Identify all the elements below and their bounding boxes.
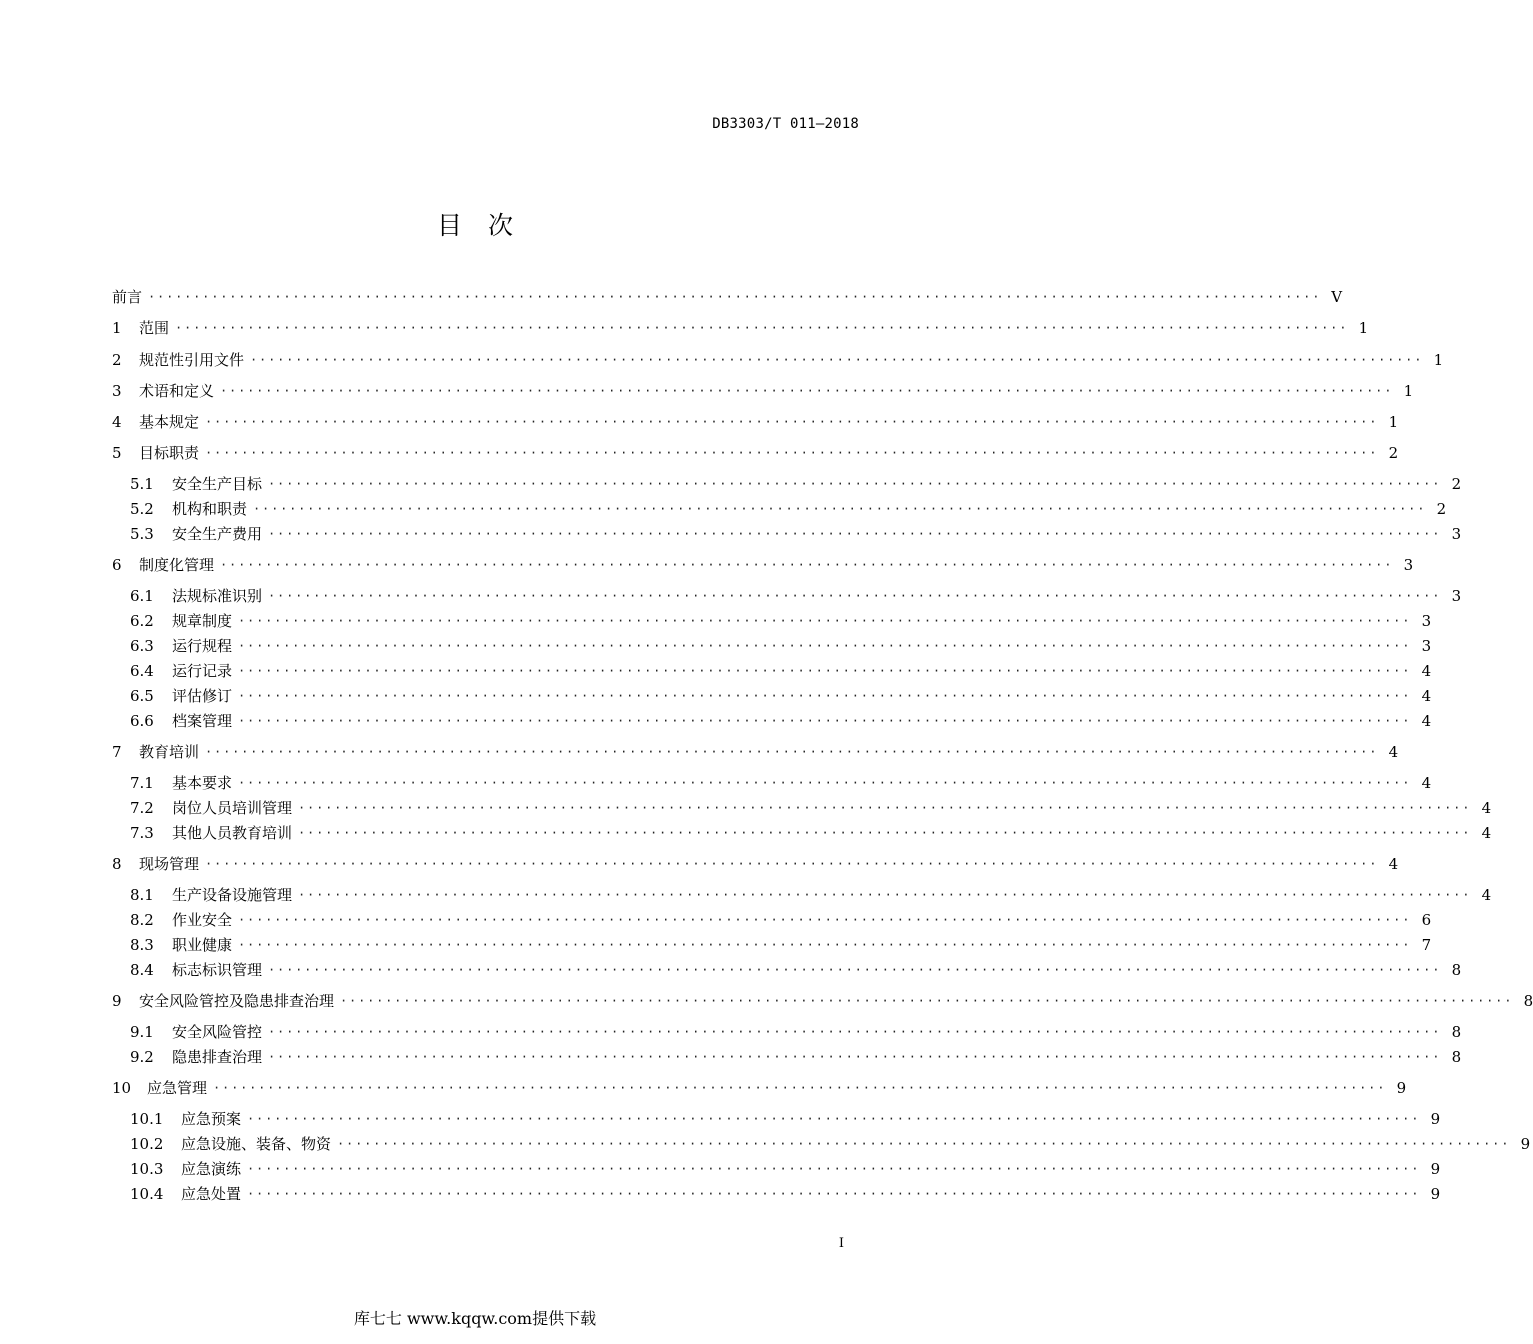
toc-entry[interactable] [130,586,1462,606]
toc-entry[interactable] [130,499,1447,519]
toc-leader: ·································································································································· [298,888,1472,902]
toc-page: 1 [1388,413,1399,431]
toc-leader: ·································································································································· [268,527,1442,541]
toc-page: 3 [1451,587,1462,605]
toc-entry[interactable] [112,555,1414,575]
toc-leader: ·································································································································· [205,415,1379,429]
toc-entry[interactable] [130,524,1462,544]
toc-label: 规章制度 [172,612,233,630]
toc-page: 6 [1421,911,1432,929]
toc-label: 基本要求 [172,774,233,792]
toc-label: 生产设备设施管理 [172,886,293,904]
toc-number: 7 [112,743,122,761]
toc-leader: ·································································································································· [250,353,1424,367]
toc-entry[interactable] [112,1078,1407,1098]
toc-page: 4 [1421,687,1432,705]
toc-number: 10.2 [130,1135,164,1153]
toc-label: 前言 [112,288,143,306]
toc-leader: ·································································································································· [148,290,1322,304]
toc-page: 4 [1421,662,1432,680]
toc-number: 2 [112,351,122,369]
toc-number: 10.4 [130,1185,164,1203]
toc-number: 8.2 [130,911,154,929]
toc-entry[interactable] [130,823,1492,843]
toc-page: 1 [1403,382,1414,400]
toc-entry[interactable] [130,1022,1462,1042]
toc-label: 机构和职责 [172,500,248,518]
toc-page: 8 [1523,992,1533,1010]
toc-entry[interactable] [130,885,1492,905]
toc-number: 5.3 [130,525,154,543]
toc-number: 4 [112,413,122,431]
toc-number: 6.5 [130,687,154,705]
page-title: 目次 [436,211,539,240]
toc-entry[interactable] [112,443,1399,463]
toc-entry[interactable] [130,1047,1462,1067]
toc-label: 法规标准识别 [172,587,263,605]
toc-leader: ·································································································································· [213,1081,1387,1095]
toc-page: 1 [1358,319,1369,337]
toc-page: 4 [1481,886,1492,904]
toc-leader: ·································································································································· [238,664,1412,678]
toc-number: 3 [112,382,122,400]
toc-number: 6.3 [130,637,154,655]
toc-leader: ·································································································································· [205,857,1379,871]
toc-entry[interactable] [130,935,1432,955]
toc-page: 4 [1388,743,1399,761]
toc-leader: ·································································································································· [238,938,1412,952]
toc-page: 4 [1421,712,1432,730]
toc-page: 9 [1396,1079,1407,1097]
toc-leader: ·································································································································· [238,639,1412,653]
toc-label: 应急演练 [181,1160,242,1178]
toc-page: 9 [1430,1185,1441,1203]
toc-page: 7 [1421,936,1432,954]
toc-leader: ·································································································································· [253,502,1427,516]
toc-entry[interactable] [112,991,1533,1011]
toc-label: 规范性引用文件 [139,351,245,369]
toc-leader: ·································································································································· [220,384,1394,398]
toc-entry[interactable] [130,686,1432,706]
toc-page: 9 [1520,1135,1531,1153]
toc-page: 2 [1436,500,1447,518]
toc-leader: ·································································································································· [238,714,1412,728]
toc-number: 8.3 [130,936,154,954]
toc-label: 基本规定 [139,413,200,431]
toc-leader: ·································································································································· [247,1162,1421,1176]
toc-label: 岗位人员培训管理 [172,799,293,817]
toc-label: 应急预案 [181,1110,242,1128]
toc-page: 4 [1388,855,1399,873]
toc-entry[interactable] [130,1184,1441,1204]
toc-entry[interactable] [130,636,1432,656]
toc-number: 9 [112,992,122,1010]
download-footer: 库七七 www.kqqw.com提供下载 [353,1309,597,1328]
toc-label: 其他人员教育培训 [172,824,293,842]
toc-label: 安全生产目标 [172,475,263,493]
toc-leader: ·································································································································· [220,558,1394,572]
toc-number: 8 [112,855,122,873]
toc-entry[interactable] [130,661,1432,681]
toc-label: 应急管理 [147,1079,208,1097]
toc-page: 9 [1430,1110,1441,1128]
toc-leader: ·································································································································· [247,1112,1421,1126]
toc-entry[interactable] [112,381,1414,401]
toc-leader: ·································································································································· [268,963,1442,977]
toc-leader: ·································································································································· [268,477,1442,491]
toc-number: 6.6 [130,712,154,730]
document-code: DB3303/T 011—2018 [712,116,859,132]
toc-page: 3 [1403,556,1414,574]
toc-number: 9.2 [130,1048,154,1066]
toc-page: 3 [1421,637,1432,655]
toc-page: 8 [1451,1023,1462,1041]
toc-leader: ·································································································································· [298,826,1472,840]
toc-leader: ·································································································································· [268,589,1442,603]
toc-entry[interactable] [130,798,1492,818]
page-number: I [838,1236,844,1251]
toc-label: 现场管理 [139,855,200,873]
toc-page: 3 [1421,612,1432,630]
toc-label: 范围 [139,319,170,337]
toc-label: 安全风险管控 [172,1023,263,1041]
toc-leader: ·································································································································· [205,745,1379,759]
toc-entry[interactable] [130,1109,1441,1129]
toc-entry[interactable] [112,350,1444,370]
toc-label: 应急设施、装备、物资 [181,1135,332,1153]
toc-number: 6.2 [130,612,154,630]
toc-entry[interactable] [130,960,1462,980]
toc-label: 运行记录 [172,662,233,680]
toc-label: 评估修订 [172,687,233,705]
toc-label: 标志标识管理 [172,961,263,979]
toc-page: 4 [1421,774,1432,792]
toc-page: 8 [1451,961,1462,979]
toc-page: 9 [1430,1160,1441,1178]
toc-label: 制度化管理 [139,556,215,574]
toc-number: 1 [112,319,122,337]
toc-number: 10.3 [130,1160,164,1178]
toc-page: V [1331,288,1343,306]
toc-page: 4 [1481,799,1492,817]
toc-page: 4 [1481,824,1492,842]
toc-leader: ·································································································································· [268,1050,1442,1064]
toc-label: 目标职责 [139,444,200,462]
toc-page: 2 [1451,475,1462,493]
toc-number: 6 [112,556,122,574]
toc-label: 安全风险管控及隐患排查治理 [139,992,335,1010]
toc-leader: ·································································································································· [238,776,1412,790]
toc-leader: ·································································································································· [268,1025,1442,1039]
toc-number: 6.4 [130,662,154,680]
toc-entry[interactable] [130,773,1432,793]
toc-leader: ·································································································································· [247,1187,1421,1201]
toc-entry[interactable] [130,711,1432,731]
toc-leader: ·································································································································· [340,994,1514,1008]
toc-number: 5.1 [130,475,154,493]
toc-leader: ·································································································································· [298,801,1472,815]
toc-entry[interactable] [130,1134,1531,1154]
toc-label: 作业安全 [172,911,233,929]
toc-entry[interactable] [112,287,1343,307]
toc-label: 档案管理 [172,712,233,730]
toc-number: 10 [112,1079,132,1097]
toc-leader: ·································································································································· [238,689,1412,703]
toc-number: 6.1 [130,587,154,605]
toc-number: 10.1 [130,1110,164,1128]
toc-page: 2 [1388,444,1399,462]
toc-number: 5.2 [130,500,154,518]
toc-label: 教育培训 [139,743,200,761]
toc-entry[interactable] [112,412,1399,432]
toc-entry[interactable] [112,742,1399,762]
toc-leader: ·································································································································· [175,321,1349,335]
toc-entry[interactable] [130,1159,1441,1179]
toc-page: 3 [1451,525,1462,543]
toc-leader: ·································································································································· [337,1137,1511,1151]
toc-leader: ·································································································································· [238,614,1412,628]
toc-entry[interactable] [130,611,1432,631]
toc-page: 1 [1433,351,1444,369]
toc-number: 9.1 [130,1023,154,1041]
toc-leader: ·································································································································· [205,446,1379,460]
toc-entry[interactable] [130,474,1462,494]
toc-label: 隐患排查治理 [172,1048,263,1066]
toc-number: 7.3 [130,824,154,842]
toc-number: 7.1 [130,774,154,792]
toc-label: 安全生产费用 [172,525,263,543]
toc-number: 5 [112,444,122,462]
toc-page: 8 [1451,1048,1462,1066]
toc-label: 运行规程 [172,637,233,655]
toc-entry[interactable] [112,318,1369,338]
toc-label: 职业健康 [172,936,233,954]
toc-number: 8.1 [130,886,154,904]
toc-leader: ·································································································································· [238,913,1412,927]
toc-entry[interactable] [112,854,1399,874]
toc-number: 8.4 [130,961,154,979]
toc-number: 7.2 [130,799,154,817]
toc-label: 应急处置 [181,1185,242,1203]
toc-entry[interactable] [130,910,1432,930]
toc-label: 术语和定义 [139,382,215,400]
